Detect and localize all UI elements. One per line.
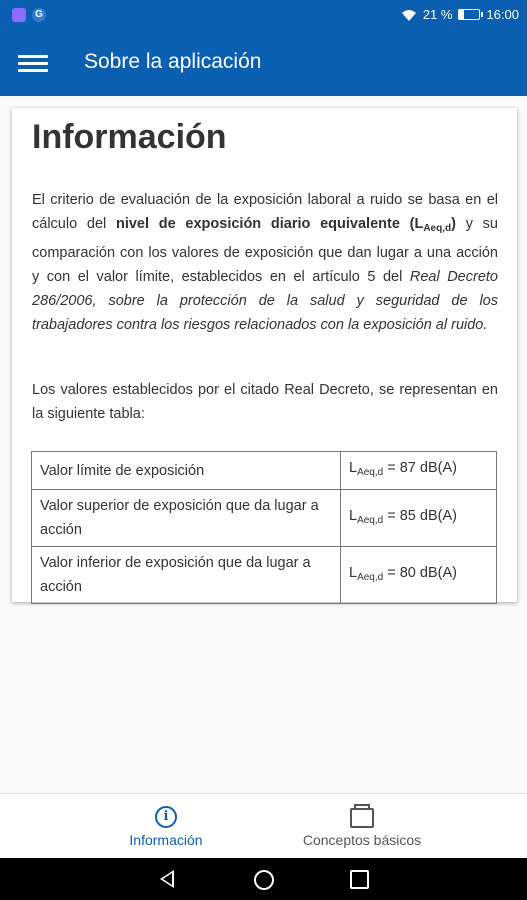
decree-reference: Real Decreto 286/2006, sobre la protección de la salud y seguridad de los trabajadores contra los riesgos relacionados con la exposición al ruido. <box>32 269 498 333</box>
row-value: $L_{Aeq,d} = 87$ dB(A) <box>341 452 497 490</box>
card-title: Información <box>32 118 227 156</box>
row-label: Valor inferior de exposición que da lugar a acción <box>32 547 341 604</box>
info-icon: i <box>155 806 177 828</box>
google-icon: G <box>32 8 46 22</box>
status-bar <box>0 0 527 32</box>
info-card <box>12 108 517 602</box>
row-value: $L_{Aeq,d} = 85$ dB(A) <box>341 490 497 547</box>
nav-conceptos-basicos[interactable] <box>262 806 462 848</box>
table-row <box>32 547 497 604</box>
hamburger-icon[interactable] <box>18 51 48 77</box>
wifi-icon <box>401 8 417 22</box>
exposure-table <box>31 451 497 604</box>
bottom-navigation <box>0 793 527 859</box>
intro-paragraph: El criterio de evaluación de la exposición laboral a ruido se basa en el cálculo del nivel de exposición diario equivalente $(L_{Aeq,d})$ y su comparación con los valores de exposición que dan lugar a una acción y con el valor límite, establecidos en el artículo 5 del Real Decreto 286/2006, sobre la protección de la salud y seguridad de los trabajadores contra los riesgos relacionados con la exposición al ruido. <box>32 192 498 333</box>
table-intro-paragraph: Los valores establecidos por el citado Real Decreto, se representan en la siguiente tabla: <box>32 382 498 422</box>
row-value: $L_{Aeq,d} = 80$ dB(A) <box>341 547 497 604</box>
row-label: Valor superior de exposición que da lugar a acción <box>32 490 341 547</box>
home-icon[interactable] <box>254 870 274 890</box>
emphasis-term: nivel de exposición diario equivalente $(L_{Aeq,d})$ <box>115 216 456 234</box>
row-label: Valor límite de exposición <box>32 452 341 490</box>
table-row <box>32 490 497 547</box>
clock: 16:00 <box>486 7 519 22</box>
system-navigation-bar <box>0 858 527 900</box>
inbox-icon <box>350 808 374 828</box>
recents-icon[interactable] <box>350 870 369 889</box>
page-title: Sobre la aplicación <box>84 50 262 73</box>
nav-label: Conceptos básicos <box>302 832 422 848</box>
nav-informacion[interactable] <box>66 806 266 848</box>
nav-label: Información <box>129 832 203 848</box>
table-row <box>32 452 497 490</box>
battery-text: 21 % <box>422 7 453 22</box>
notification-app-icon <box>12 8 26 22</box>
app-bar <box>0 32 527 96</box>
back-icon[interactable] <box>160 870 174 888</box>
battery-icon <box>458 9 480 20</box>
